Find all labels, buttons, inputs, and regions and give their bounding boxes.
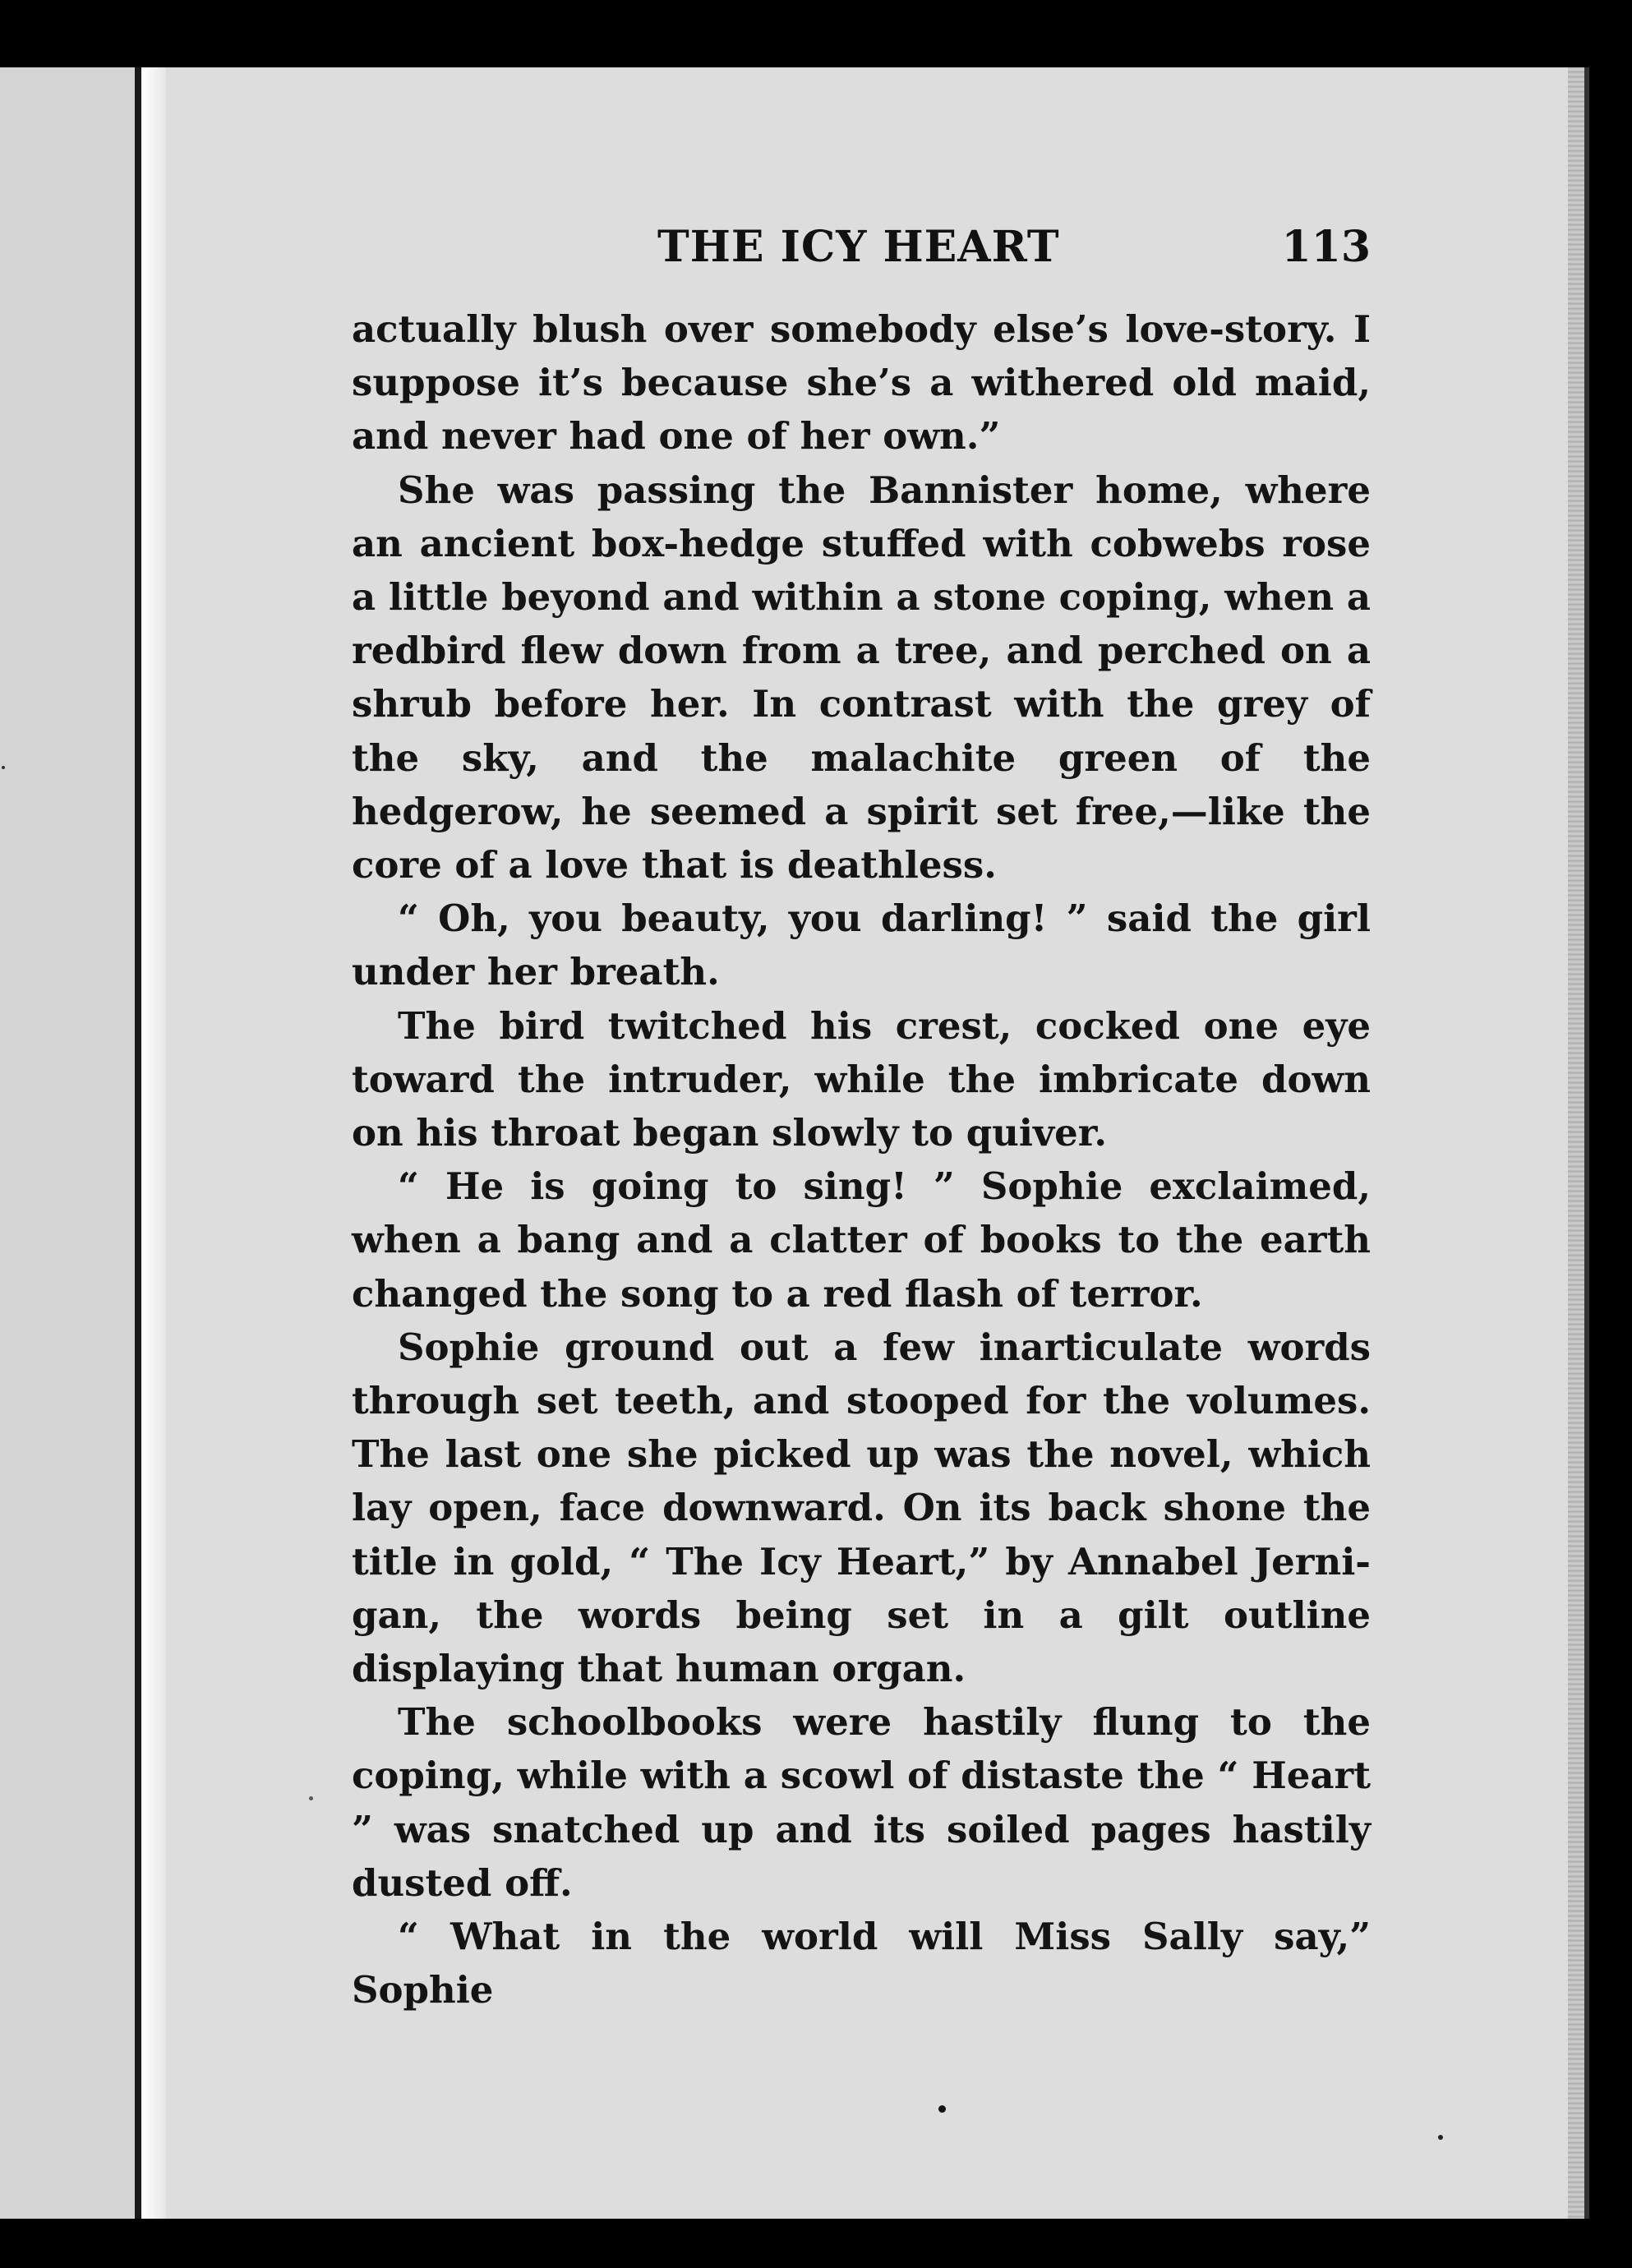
ink-speck	[1438, 2135, 1443, 2140]
ink-speck	[938, 2105, 946, 2113]
paragraph: “ Oh, you beauty, you darling! ” said the girl under her breath.	[352, 897, 1371, 994]
gutter-mark	[2, 766, 5, 769]
paragraph: She was passing the Bannister home, where an ancient box-hedge stuffed with cobwebs rose a little beyond and within a stone coping, when a redbird flew down from a tree, and perched on a shrub before her. In contrast with the grey of the sky, and the malachite green of the hedgerow, he seemed a spirit set free,—like the core of a love that is deathless.	[352, 468, 1371, 887]
paragraph: The schoolbooks were hastily flung to the coping, while with a scowl of distaste the “ Heart ” was snatched up and its soiled pages hastily dusted off.	[352, 1700, 1371, 1905]
left-page-edge	[0, 67, 141, 2219]
paragraph: Sophie ground out a few inarticulate words through set teeth, and stooped for the volumes. The last one she picked up was the novel, which lay open, face downward. On its back shone the title in gold, “ The Icy Heart,” by Annabel Jerni-gan, the words being set in a gilt outline displaying that human organ.	[352, 1325, 1371, 1691]
right-page-edge	[1568, 67, 1589, 2219]
paragraph: “ He is going to sing! ” Sophie exclaimed, when a bang and a clatter of books to the earth changed the song to a red flash of terror.	[352, 1164, 1371, 1316]
paragraph: “ What in the world will Miss Sally say,” Sophie	[352, 1915, 1371, 2012]
paragraph: The bird twitched his crest, cocked one eye toward the intruder, while the imbricate down on his throat began slowly to quiver.	[352, 1003, 1371, 1155]
page-header	[352, 222, 1371, 279]
body-text	[352, 302, 1371, 2017]
ink-speck	[309, 1796, 313, 1800]
running-title: THE ICY HEART	[657, 222, 1060, 272]
page-number: 113	[1281, 222, 1371, 272]
paragraph: actually blush over somebody else’s love-story. I suppose it’s because she’s a withered old maid, and never had one of her own.”	[352, 307, 1371, 459]
page-binding-shadow	[141, 67, 166, 2219]
